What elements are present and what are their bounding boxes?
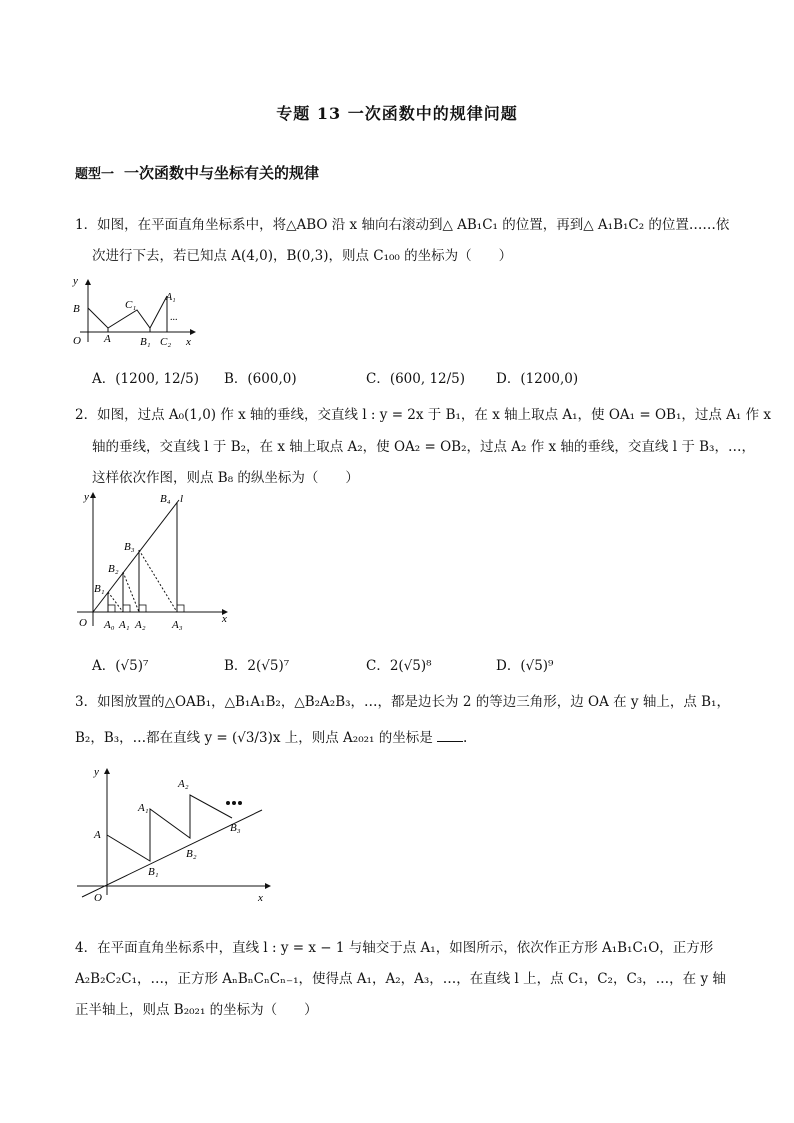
q1-text-line2: 次进行下去，若已知点 A(4,0)，B(0,3)，则点 C₁₀₀ 的坐标为（ ） (92, 248, 513, 264)
q3-label-b2: B₂ (186, 848, 197, 860)
q2-option-d: D．(√5)⁹ (496, 658, 554, 674)
q3-answer-blank[interactable] (437, 728, 463, 742)
q1-option-c: C．(600, 12/5) (366, 371, 466, 387)
q3-label-a1: A₁ (138, 802, 149, 814)
q2-figure (72, 488, 237, 636)
q2-label-b3: B₃ (124, 541, 135, 553)
q1-option-b: B．(600,0) (224, 371, 297, 387)
q3-line2-end: . (463, 730, 468, 746)
q1-figure (70, 270, 205, 350)
q2-label-a2: A₂ (135, 619, 146, 631)
q1-label-o: O (73, 335, 81, 347)
q3-figure (72, 763, 277, 905)
q2-label-b4: B₄ (160, 493, 171, 505)
q1-option-a: A．(1200, 12/5) (92, 371, 200, 387)
q1-label-a1: A₁ (166, 292, 176, 303)
q3-label-b3: B₃ (230, 822, 241, 834)
q3-label-y: y (94, 766, 99, 778)
q2-label-l: l (180, 493, 184, 505)
q2-label-b2: B₂ (108, 563, 119, 575)
q2-label-a3: A₃ (172, 619, 183, 631)
q4-text-line2: A₂B₂C₂C₁，…，正方形 AₙBₙCₙCₙ₋₁，使得点 A₁，A₂，A₃，…，在直线 l 上，点 C₁，C₂，C₃，…，在 y 轴 (75, 971, 726, 987)
q2-option-a: A．(√5)⁷ (92, 658, 149, 674)
q3-label-a2: A₂ (178, 778, 189, 790)
q4-text-line3: 正半轴上，则点 B₂₀₂₁ 的坐标为（ ） (75, 1002, 318, 1018)
q1-label-c2: C₂ (160, 336, 172, 348)
q2-label-a1: A₁ (119, 619, 130, 631)
q1-text-line1: 1．如图，在平面直角坐标系中，将△ABO 沿 x 轴向右滚动到△ AB₁C₁ 的位置，再到△ A₁B₁C₂ 的位置……依 (75, 217, 730, 233)
q3-text-line1: 3．如图放置的△OAB₁，△B₁A₁B₂，△B₂A₂B₃，…，都是边长为 2 的等边三角形，边 OA 在 y 轴上，点 B₁， (75, 694, 730, 710)
q1-label-b: B (73, 303, 80, 315)
section-heading (75, 162, 319, 183)
q3-label-x: x (258, 892, 263, 904)
q2-label-o: O (79, 617, 87, 629)
q1-label-y: y (73, 275, 78, 287)
q2-label-a0: A₀ (104, 619, 115, 631)
q3-triangles (107, 795, 232, 886)
q2-option-c: C．2(√5)⁸ (366, 658, 432, 674)
q2-label-b1: B₁ (94, 583, 105, 595)
q2-text-line2: 轴的垂线，交直线 l 于 B₂，在 x 轴上取点 A₂，使 OA₂ = OB₂，过点 A₂ 作 x 轴的垂线，交直线 l 于 B₃，…， (92, 439, 755, 455)
q1-label-x: x (186, 336, 191, 348)
q3-label-b1: B₁ (148, 866, 159, 878)
section-tag: 题型一 (75, 167, 115, 182)
q2-text-line1: 2．如图，过点 A₀(1,0) 作 x 轴的垂线，交直线 l : y = 2x 于 B₁，在 x 轴上取点 A₁，使 OA₁ = OB₁，过点 A₁ 作 x (75, 407, 772, 423)
q3-label-o: O (94, 892, 102, 904)
q2-option-b: B．2(√5)⁷ (224, 658, 290, 674)
q2-label-x: x (222, 613, 227, 625)
page-title: 专题 13 一次函数中的规律问题 (276, 104, 518, 123)
section-label: 一次函数中与坐标有关的规律 (124, 164, 320, 182)
q2-line-l (93, 500, 179, 612)
q4-text-line1: 4．在平面直角坐标系中，直线 l : y = x − 1 与轴交于点 A₁，如图所示，依次作正方形 A₁B₁C₁O，正方形 (75, 940, 714, 956)
q3-text-line2 (75, 726, 467, 746)
q1-label-c1: C₁ (125, 299, 137, 311)
q2-label-y: y (84, 491, 89, 503)
q1-label-b1: B₁ (140, 336, 151, 348)
q3-label-a: A (94, 829, 101, 841)
q1-option-d: D．(1200,0) (496, 371, 579, 387)
q2-text-line3: 这样依次作图，则点 B₈ 的纵坐标为（ ） (92, 470, 359, 486)
q1-label-a: A (104, 333, 111, 345)
q1-label-dots: ... (170, 312, 178, 323)
q3-line2-text: B₂，B₃，…都在直线 y = (√3/3)x 上，则点 A₂₀₂₁ 的坐标是 (75, 730, 433, 746)
